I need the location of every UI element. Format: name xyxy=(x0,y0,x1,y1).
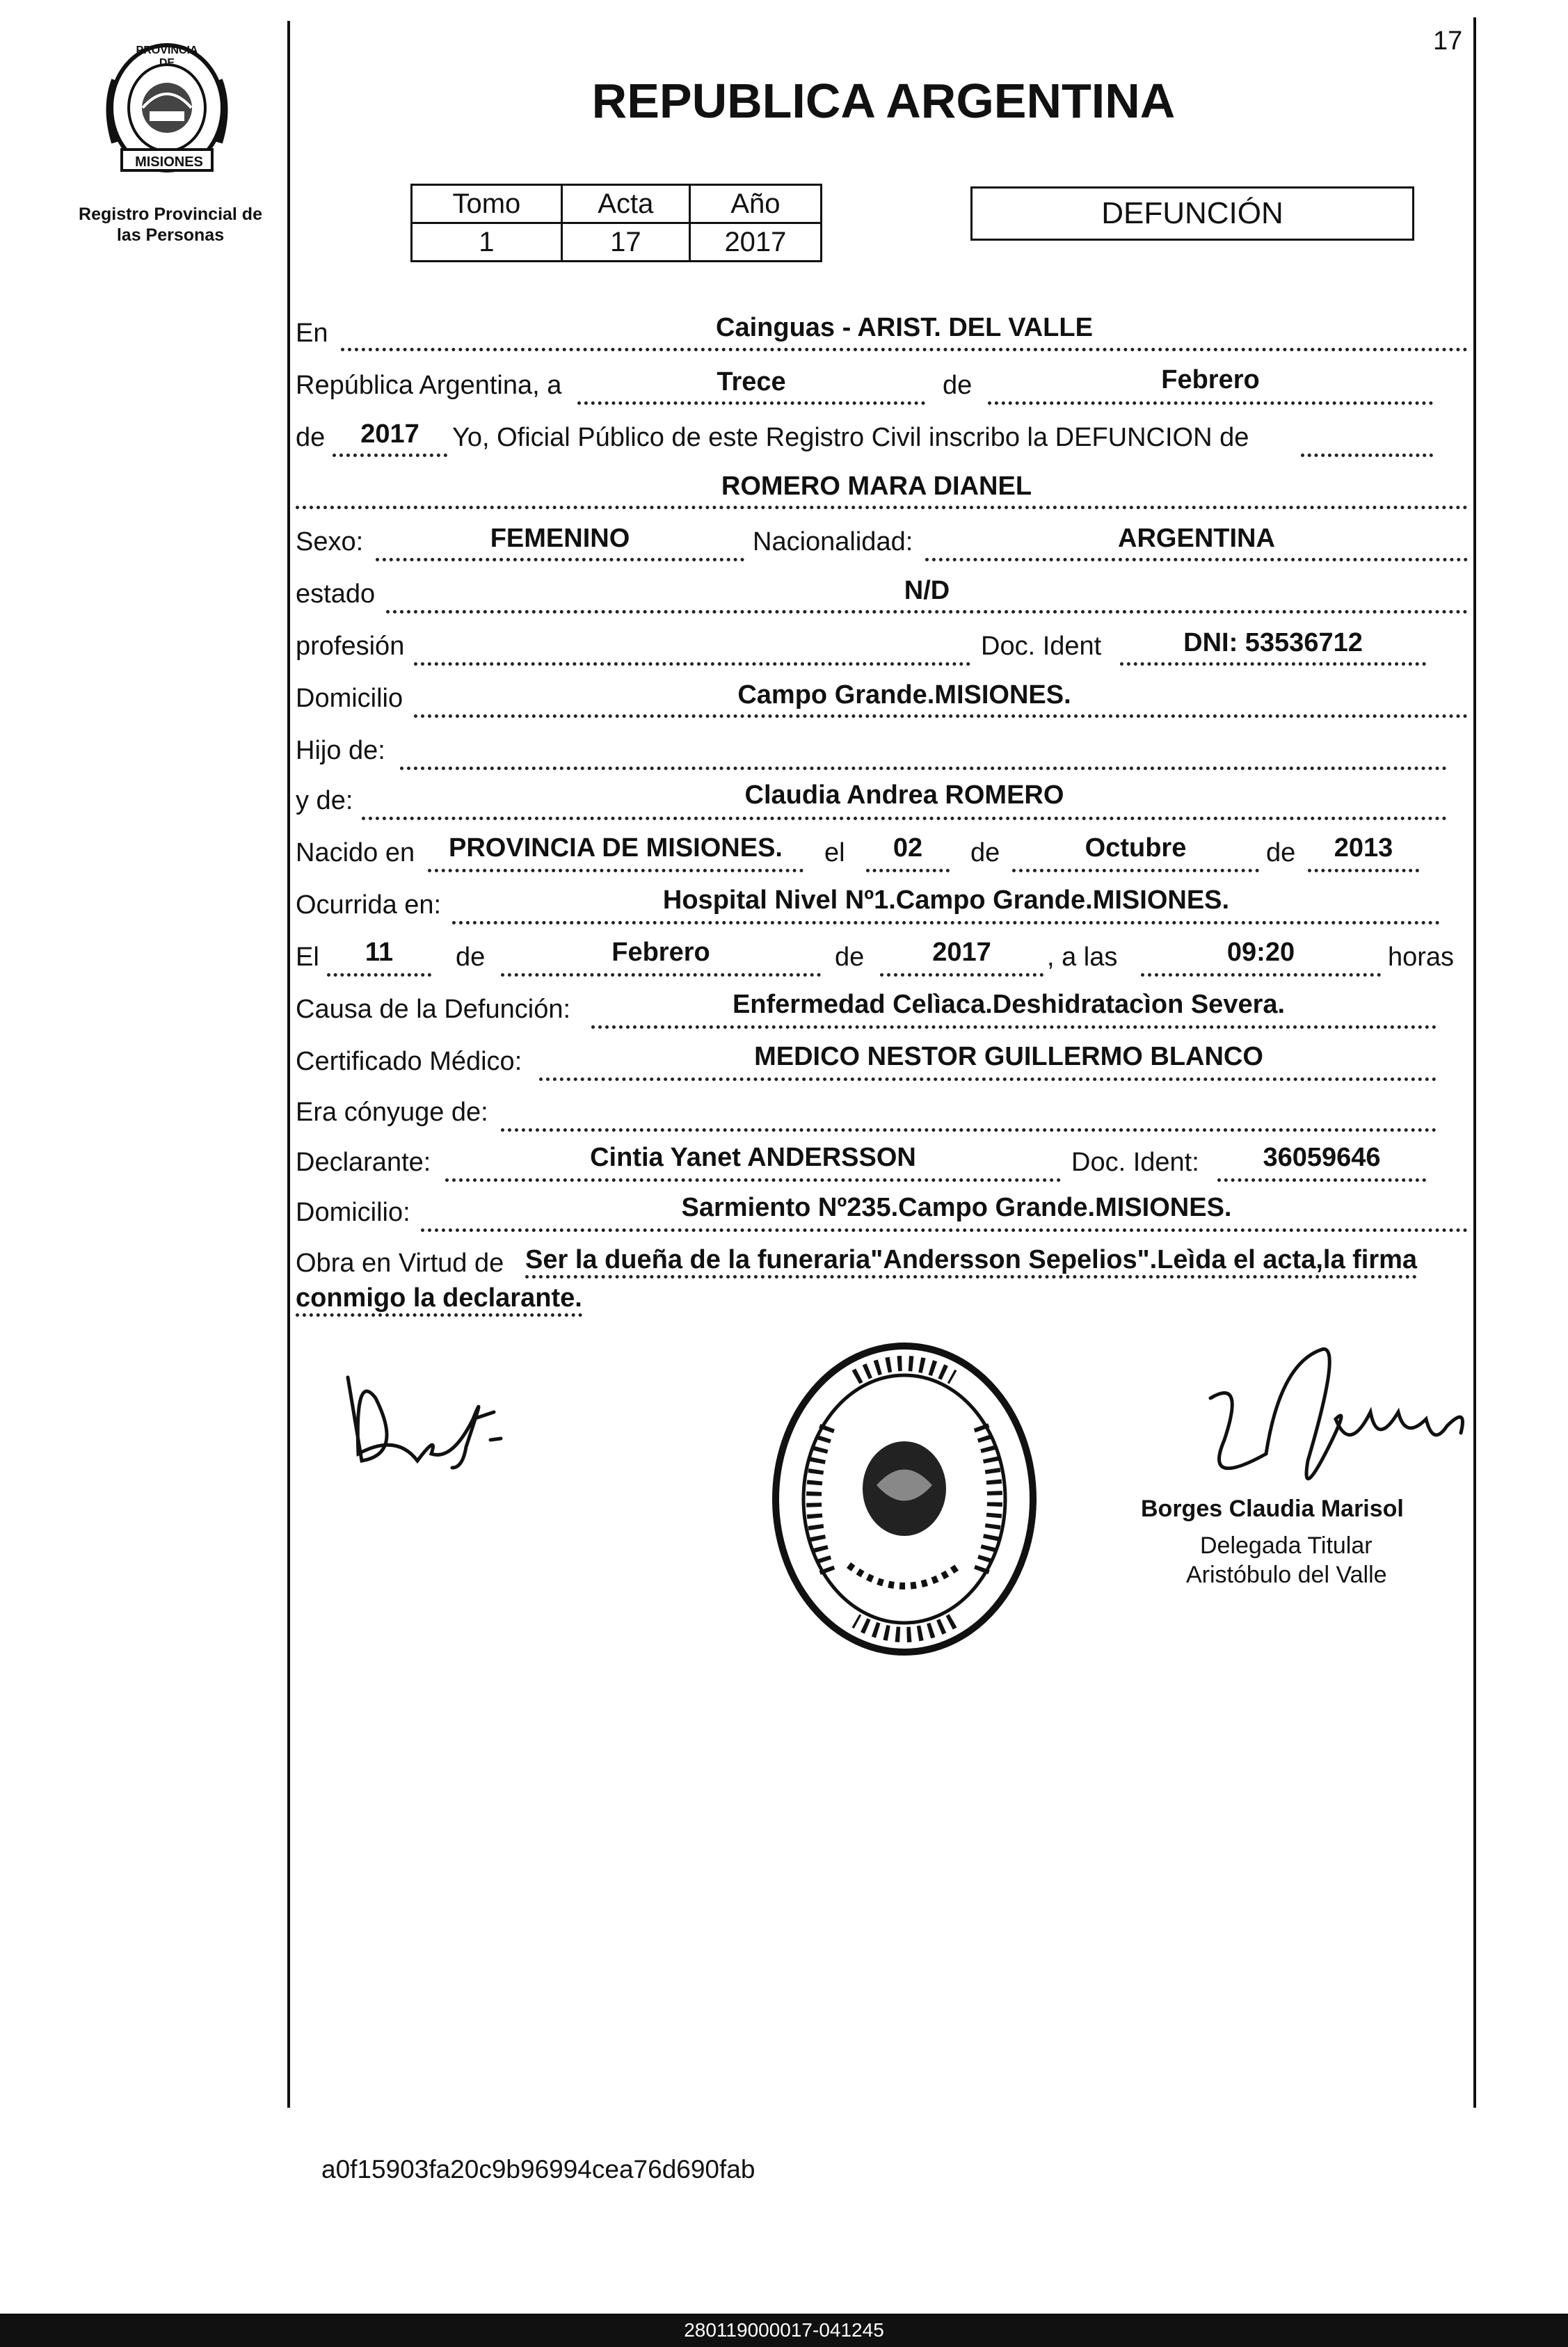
decl-doc-label: Doc. Ident: xyxy=(1071,1148,1199,1177)
official-title: Delegada Titular xyxy=(1200,1532,1373,1559)
de-birth-year-label: de xyxy=(1266,838,1296,867)
declarant-name: Cintia Yanet ANDERSSON xyxy=(590,1143,916,1172)
tomo-header: Tomo xyxy=(412,185,562,223)
record-type-box: DEFUNCIÓN xyxy=(970,186,1414,241)
nacido-label: Nacido en xyxy=(296,838,415,867)
sexo-dotline xyxy=(376,558,744,561)
year-value: 2017 xyxy=(360,419,419,449)
republica-label: República Argentina, a xyxy=(296,371,562,400)
death-time: 09:20 xyxy=(1226,938,1295,967)
death-time-dotline xyxy=(1141,973,1381,977)
de-death-month-label: de xyxy=(456,943,486,972)
nacionalidad-value: ARGENTINA xyxy=(1118,524,1275,553)
en-dotline xyxy=(341,348,1468,351)
day-text: Trece xyxy=(717,367,786,396)
birth-year-dotline xyxy=(1308,869,1419,872)
oficial-dotline xyxy=(1301,454,1433,457)
death-day-dotline xyxy=(327,973,431,977)
record-table xyxy=(410,184,822,262)
hijo-label: Hijo de: xyxy=(296,736,385,765)
birth-day: 02 xyxy=(893,833,923,863)
profesion-dotline xyxy=(414,662,970,666)
de-year-label: de xyxy=(296,423,326,452)
logo-banner-text-bottom: MISIONES xyxy=(135,154,203,170)
conyuge-dotline xyxy=(501,1128,1437,1132)
yde-dotline xyxy=(362,817,1447,820)
death-month-dotline xyxy=(501,973,821,977)
anio-header: Año xyxy=(689,185,821,223)
death-day: 11 xyxy=(365,938,394,967)
obra-reason-line1: Ser la dueña de la funeraria"Andersson Sepelios".Leìda el acta,la firma xyxy=(525,1245,1417,1279)
en-label: En xyxy=(296,319,328,348)
el-label: el xyxy=(824,838,845,867)
mother-name: Claudia Andrea ROMERO xyxy=(744,780,1064,810)
decl-domicilio-dotline xyxy=(421,1228,1468,1232)
a-las-label: , a las xyxy=(1047,943,1118,972)
horas-label: horas xyxy=(1388,943,1455,972)
name-dotline xyxy=(296,506,1468,509)
birth-day-dotline xyxy=(866,869,950,872)
ocurrida-label: Ocurrida en: xyxy=(296,890,442,920)
decl-domicilio-label: Domicilio: xyxy=(296,1198,410,1227)
nacido-dotline xyxy=(428,869,803,872)
page-title: REPUBLICA ARGENTINA xyxy=(591,74,1176,128)
official-location: Aristóbulo del Valle xyxy=(1186,1562,1387,1588)
medical-certifier: MEDICO NESTOR GUILLERMO BLANCO xyxy=(754,1042,1263,1071)
declarant-signature xyxy=(334,1356,529,1475)
profesion-label: profesión xyxy=(296,632,405,661)
death-place: Hospital Nivel Nº1.Campo Grande.MISIONES. xyxy=(662,886,1230,915)
el-death-label: El xyxy=(296,943,319,972)
acta-value: 17 xyxy=(561,223,689,262)
birth-month-dotline xyxy=(1012,869,1259,872)
sexo-value: FEMENINO xyxy=(490,524,630,553)
declarante-dotline xyxy=(445,1178,1061,1182)
logo-banner-text: PROVINCIA DE xyxy=(136,45,198,69)
certificado-label: Certificado Médico: xyxy=(296,1047,522,1076)
hijo-dotline xyxy=(400,767,1447,770)
yde-label: y de: xyxy=(296,786,353,815)
death-year-dotline xyxy=(880,973,1043,977)
birth-month: Octubre xyxy=(1085,833,1187,863)
domicilio-value: Campo Grande.MISIONES. xyxy=(737,680,1071,710)
ocurrida-dotline xyxy=(452,921,1440,924)
doc-ident-value: DNI: 53536712 xyxy=(1183,628,1363,657)
place-value: Cainguas - ARIST. DEL VALLE xyxy=(716,313,1093,342)
footer-code: 280119000017-041245 xyxy=(0,2314,1568,2347)
estado-label: estado xyxy=(296,579,376,609)
birth-year: 2013 xyxy=(1334,833,1393,863)
year-dotline xyxy=(333,454,447,457)
official-name: Borges Claudia Marisol xyxy=(1141,1496,1404,1522)
causa-dotline xyxy=(591,1025,1437,1029)
de-birth-month-label: de xyxy=(970,838,1000,867)
domicilio-dotline xyxy=(414,714,1468,718)
official-seal xyxy=(765,1336,1043,1663)
birthplace: PROVINCIA DE MISIONES. xyxy=(449,833,783,863)
death-month: Febrero xyxy=(611,938,710,967)
obra-reason-line2: conmigo la declarante. xyxy=(296,1283,582,1317)
cause-of-death: Enfermedad Celìaca.Deshidratacìon Severa. xyxy=(732,990,1286,1019)
acta-header: Acta xyxy=(561,185,689,223)
right-margin-line xyxy=(1473,17,1476,2108)
doc-ident-label: Doc. Ident xyxy=(981,632,1102,661)
month-text: Febrero xyxy=(1161,365,1260,394)
declarante-label: Declarante: xyxy=(296,1148,431,1177)
domicilio-label: Domicilio xyxy=(296,684,403,713)
registry-name: Registro Provincial de las Personas xyxy=(79,205,262,245)
death-year: 2017 xyxy=(932,938,991,967)
decl-doc-dotline xyxy=(1217,1178,1426,1182)
declarant-address: Sarmiento Nº235.Campo Grande.MISIONES. xyxy=(681,1193,1232,1222)
nacionalidad-dotline xyxy=(925,558,1468,561)
de-label: de xyxy=(943,371,973,400)
oficial-text: Yo, Oficial Público de este Registro Civil inscribo la DEFUNCION de xyxy=(452,423,1249,452)
de-death-year-label: de xyxy=(835,943,865,972)
month-dotline xyxy=(988,401,1433,405)
declarant-doc: 36059646 xyxy=(1263,1143,1381,1172)
sexo-label: Sexo: xyxy=(296,527,364,556)
causa-label: Causa de la Defunción: xyxy=(296,995,571,1024)
estado-value: N/D xyxy=(904,576,950,605)
day-dotline xyxy=(577,401,925,405)
document-hash: a0f15903fa20c9b96994cea76d690fab xyxy=(321,2155,755,2184)
anio-value: 2017 xyxy=(689,223,821,262)
obra-label: Obra en Virtud de xyxy=(296,1249,504,1278)
doc-ident-dotline xyxy=(1120,662,1426,666)
page-number: 17 xyxy=(1433,26,1463,56)
certificado-dotline xyxy=(539,1078,1437,1081)
left-margin-line xyxy=(287,21,290,2108)
tomo-value: 1 xyxy=(412,223,562,262)
estado-dotline xyxy=(386,610,1468,614)
deceased-name: ROMERO MARA DIANEL xyxy=(721,472,1032,501)
conyuge-label: Era cónyuge de: xyxy=(296,1098,488,1127)
nacionalidad-label: Nacionalidad: xyxy=(753,527,913,556)
